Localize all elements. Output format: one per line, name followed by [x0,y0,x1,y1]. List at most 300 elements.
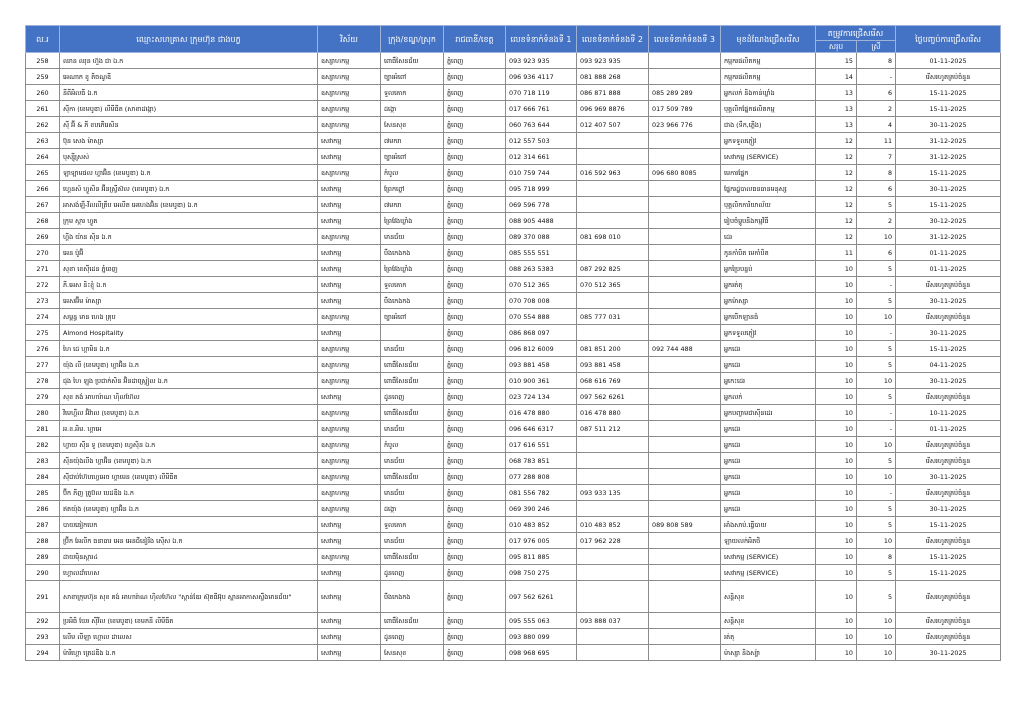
phone-3 [649,645,721,661]
company-name: អាសង់ឡឺ-វីលលីត្រឹប អេលីត អេហេងអ៊ិន (ខេមបូឌា) ឯ.ក [60,197,318,213]
header-phone-2: លេខទំនាក់ទំនងទី 2 [577,26,649,53]
table-row [26,149,1001,165]
position: ឡាយលក់អិតថិ [721,533,816,549]
row-number: 265 [26,165,60,181]
header-deadline: ថ្ងៃបញ្ចប់ការជ្រើសរើស [896,26,1001,53]
deadline: 15-11-2025 [896,549,1001,565]
total-count: 13 [816,85,857,101]
sector: ឧស្សាហកម្ម [318,373,381,389]
phone-1: 093 881 458 [506,357,577,373]
table-row [26,549,1001,565]
sector: សេវាកម្ម [318,245,381,261]
deadline: 30-11-2025 [896,325,1001,341]
position: បុគ្គលិកផ្នែកផលិតកម្ម [721,101,816,117]
province: ភ្នំពេញ [444,325,506,341]
total-count: 10 [816,261,857,277]
phone-2: 086 871 888 [577,85,649,101]
phone-2: 093 888 037 [577,613,649,629]
female-count: 5 [857,501,896,517]
district: កំបូល [381,165,444,181]
total-count: 10 [816,533,857,549]
row-number: 271 [26,261,60,277]
row-number: 258 [26,53,60,69]
total-count: 12 [816,133,857,149]
phone-1: 077 288 808 [506,469,577,485]
phone-1: 095 555 063 [506,613,577,629]
deadline: 15-11-2025 [896,85,1001,101]
table-row [26,613,1001,629]
row-number: 286 [26,501,60,517]
district: ដង្កោ [381,501,444,517]
phone-2: 087 292 825 [577,261,649,277]
district [381,325,444,341]
female-count: 5 [857,197,896,213]
table-row [26,341,1001,357]
phone-2: 016 592 963 [577,165,649,181]
phone-1: 093 923 935 [506,53,577,69]
position: អ្នកលក់ និងកាន់ឃ្លាំង [721,85,816,101]
phone-3: 023 966 776 [649,117,721,133]
phone-1: 095 718 999 [506,181,577,197]
sector: ឧស្សាហកម្ម [318,53,381,69]
total-count: 10 [816,517,857,533]
total-count: 12 [816,213,857,229]
district: មានជ័យ [381,485,444,501]
phone-1: 096 646 6317 [506,421,577,437]
deadline: 30-11-2025 [896,373,1001,389]
province: ភ្នំពេញ [444,517,506,533]
province: ភ្នំពេញ [444,133,506,149]
province: ភ្នំពេញ [444,277,506,293]
company-name: អេណាក ខូ តិចណូឌី [60,69,318,85]
deadline: 31-12-2025 [896,229,1001,245]
province: ភ្នំពេញ [444,565,506,581]
table-row [26,325,1001,341]
phone-3 [649,261,721,277]
row-number: 287 [26,517,60,533]
row-number: 281 [26,421,60,437]
company-name: ដាយម៉ិនស្តារ៤ [60,549,318,565]
phone-2: 081 698 010 [577,229,649,245]
total-count: 10 [816,469,857,485]
phone-3 [649,549,721,565]
sector: ឧស្សាហកម្ម [318,309,381,325]
header-no: ល.រ [26,26,60,53]
district: ពោធិ៍សែនជ័យ [381,357,444,373]
female-count: 2 [857,101,896,117]
phone-1: 070 554 888 [506,309,577,325]
company-name: លើម លីឡា ហ្គោល ដាលេស [60,629,318,645]
row-number: 275 [26,325,60,341]
table-row [26,165,1001,181]
deadline: រើសរហូតគ្រប់ចំនួន [896,437,1001,453]
deadline: 15-11-2025 [896,565,1001,581]
company-name: ហ្វាយ ស៊ីន ទូ (ខេមបូឌា) ហ្វេស៊ិន ឯ.ក [60,437,318,453]
position: រត់តុ [721,629,816,645]
province: ភ្នំពេញ [444,485,506,501]
position: អ្នករត់តុ [721,277,816,293]
phone-3 [649,613,721,629]
district: ពោធិ៍សែនជ័យ [381,613,444,629]
row-number: 293 [26,629,60,645]
phone-2: 017 962 228 [577,533,649,549]
deadline: 30-11-2025 [896,293,1001,309]
phone-3 [649,405,721,421]
district: ដង្កោ [381,101,444,117]
sector: សេវាកម្ម [318,197,381,213]
female-count: 10 [857,373,896,389]
company-name: ហ្គេនស៍ ហ្វូសិន អ៊ីនស្ទ្រីស៊ល (ខេមបូឌា) ឯ.ក [60,181,318,197]
recruitment-table [25,25,1001,661]
female-count: 10 [857,309,896,325]
row-number: 266 [26,181,60,197]
phone-1: 016 478 880 [506,405,577,421]
district: មានជ័យ [381,421,444,437]
phone-2 [577,645,649,661]
phone-1: 089 370 088 [506,229,577,245]
deadline: 15-11-2025 [896,341,1001,357]
female-count: - [857,485,896,501]
row-number: 269 [26,229,60,245]
district: ៧មករា [381,133,444,149]
total-count: 10 [816,437,857,453]
row-number: 270 [26,245,60,261]
phone-3 [649,149,721,165]
deadline: រើសរហូតគ្រប់ចំនួន [896,485,1001,501]
deadline: រើសរហូតគ្រប់ចំនួន [896,277,1001,293]
district: ពោធិ៍សែនជ័យ [381,405,444,421]
female-count: 10 [857,629,896,645]
row-number: 263 [26,133,60,149]
deadline: រើសរហូតគ្រប់ចំនួន [896,629,1001,645]
company-name: សាខាក្រុមហ៊ុន សុខ គង់ អាហារ៉ាណ ហ៊ិលហ៊ែល "ស្តាន់ឌែរ ស៊ុតធីអ៊ុប ស្ពានអាកាសស្ទឹងមានជ័យ" [60,581,318,613]
district: កំបូល [381,437,444,453]
phone-2: 093 933 135 [577,485,649,501]
phone-3: 089 808 589 [649,517,721,533]
table-row [26,629,1001,645]
total-count: 10 [816,645,857,661]
table-row [26,277,1001,293]
phone-3 [649,629,721,645]
district: ពោធិ៍សែនជ័យ [381,469,444,485]
sector: ឧស្សាហកម្ម [318,101,381,117]
deadline: 01-11-2025 [896,245,1001,261]
sector: ឧស្សាហកម្ម [318,405,381,421]
row-number: 289 [26,549,60,565]
province: ភ្នំពេញ [444,453,506,469]
row-number: 290 [26,565,60,581]
district: ៧មករា [381,197,444,213]
phone-2: 097 562 6261 [577,389,649,405]
phone-2: 012 407 507 [577,117,649,133]
position: សន្តិសុខ [721,613,816,629]
female-count: 11 [857,133,896,149]
header-phone-1: លេខទំនាក់ទំនងទី 1 [506,26,577,53]
table-body [26,53,1001,661]
total-count: 12 [816,165,857,181]
table-row [26,213,1001,229]
phone-2 [577,133,649,149]
province: ភ្នំពេញ [444,117,506,133]
district: ព្រៃវែងឃ្លាំង [381,213,444,229]
position: សេវាកម្ម (SERVICE) [721,565,816,581]
deadline: 15-11-2025 [896,101,1001,117]
phone-3 [649,181,721,197]
table-row [26,565,1001,581]
total-count: 12 [816,181,857,197]
deadline: 30-12-2025 [896,213,1001,229]
phone-3: 085 289 289 [649,85,721,101]
position: អ្នកដេរ [721,437,816,453]
deadline: 31-12-2025 [896,149,1001,165]
female-count: 8 [857,53,896,69]
position: អ្នកប្រៃបន្ទប់ [721,261,816,277]
phone-1: 010 759 744 [506,165,577,181]
table-row [26,293,1001,309]
row-number: 273 [26,293,60,309]
phone-2 [577,437,649,453]
total-count: 10 [816,405,857,421]
phone-2: 081 888 268 [577,69,649,85]
district: ដូនពេញ [381,629,444,645]
female-count: - [857,69,896,85]
phone-3 [649,245,721,261]
row-number: 259 [26,69,60,85]
district: មានជ័យ [381,453,444,469]
header-female: ស្រី [857,41,896,53]
table-header [26,26,1001,53]
female-count: 5 [857,341,896,357]
table-row [26,117,1001,133]
female-count: 5 [857,581,896,613]
company-name: ភី.អេស និះខ្ញុំ ឯ.ក [60,277,318,293]
position: មេការផ្នែក [721,165,816,181]
phone-3 [649,485,721,501]
sector: ឧស្សាហកម្ម [318,117,381,133]
company-name: អ.ខ.អិម. ហ្គាអេ [60,421,318,437]
total-count: 10 [816,453,857,469]
phone-3 [649,133,721,149]
district: ទួលគោក [381,517,444,533]
company-name: ហៃ ដេ ហ្គាមិន ឯ.ក [60,341,318,357]
deadline: រើសរហូតគ្រប់ចំនួន [896,309,1001,325]
table-row [26,245,1001,261]
female-count: 5 [857,293,896,309]
district: ទួលគោក [381,85,444,101]
phone-2: 070 512 365 [577,277,649,293]
sector: ឧស្សាហកម្ម [318,165,381,181]
position: អ្នកដេរ [721,501,816,517]
position: កម្មករផលិតកម្ម [721,53,816,69]
province: ភ្នំពេញ [444,405,506,421]
phone-1: 093 880 099 [506,629,577,645]
sector: សេវាកម្ម [318,261,381,277]
position: បុគ្គលិកការិយាល័យ [721,197,816,213]
province: ភ្នំពេញ [444,421,506,437]
header-district: ក្រុង/ខណ្ឌ/ស្រុក [381,26,444,53]
row-number: 272 [26,277,60,293]
position: កូនកាំបិត មេកាំបិត [721,245,816,261]
table-row [26,261,1001,277]
phone-2: 093 881 458 [577,357,649,373]
total-count: 12 [816,149,857,165]
company-name: ប៊ុន សេង ម៉ាស្សា [60,133,318,149]
sector: សេវាកម្ម [318,389,381,405]
province: ភ្នំពេញ [444,197,506,213]
deadline: 30-11-2025 [896,469,1001,485]
phone-1: 012 557 503 [506,133,577,149]
province: ភ្នំពេញ [444,293,506,309]
phone-1: 069 390 246 [506,501,577,517]
total-count: 10 [816,357,857,373]
table-row [26,469,1001,485]
row-number: 264 [26,149,60,165]
company-name: ម៉ារីហ្គោ ត្រេដឌីង ឯ.ក [60,645,318,661]
total-count: 10 [816,373,857,389]
district: ពោធិ៍សែនជ័យ [381,549,444,565]
sector: ឧស្សាហកម្ម [318,69,381,85]
position: អ្នកដេរ [721,357,816,373]
female-count: 5 [857,389,896,405]
district: សែនសុខ [381,117,444,133]
table-row [26,197,1001,213]
total-count: 12 [816,197,857,213]
phone-3 [649,357,721,373]
position: អ្នកម៉ាស្សា [721,293,816,309]
company-name: ស៊ី អ៊ី & ភី ខបភើរេសិន [60,117,318,133]
phone-1: 017 666 761 [506,101,577,117]
female-count: 6 [857,181,896,197]
deadline: 10-11-2025 [896,405,1001,421]
row-number: 282 [26,437,60,453]
row-number: 260 [26,85,60,101]
district: ព្រែកព្នៅ [381,181,444,197]
province: ភ្នំពេញ [444,69,506,85]
company-name: អេសអ៊ីម ម៉ាស្សា [60,293,318,309]
header-company: ឈ្មោះសហគ្រាស ក្រុមហ៊ុន ជាងបក្ខ [60,26,318,53]
company-name: ឡាឡាមផល ហ្គាអ៊ិន (ខេមបូឌា) ឯ.ក [60,165,318,181]
sector: សេវាកម្ម [318,325,381,341]
district: សែនសុខ [381,645,444,661]
phone-1: 010 900 361 [506,373,577,389]
table-row [26,229,1001,245]
table-row [26,373,1001,389]
row-number: 294 [26,645,60,661]
phone-1: 012 314 661 [506,149,577,165]
deadline: 01-11-2025 [896,421,1001,437]
deadline: 30-11-2025 [896,181,1001,197]
district: ច្បារអំពៅ [381,149,444,165]
female-count: 10 [857,437,896,453]
table-row [26,357,1001,373]
position: អ្នកដេរ [721,453,816,469]
position: អ្នកេះដេរ [721,373,816,389]
position: សេវាកម្ម (SERVICE) [721,149,816,165]
total-count: 15 [816,53,857,69]
sector: សេវាកម្ម [318,517,381,533]
phone-2: 068 616 769 [577,373,649,389]
phone-3 [649,53,721,69]
total-count: 12 [816,229,857,245]
phone-2 [577,245,649,261]
row-number: 261 [26,101,60,117]
deadline: 04-11-2025 [896,357,1001,373]
total-count: 10 [816,293,857,309]
district: ទួលគោក [381,277,444,293]
phone-1: 088 905 4488 [506,213,577,229]
phone-1: 097 562 6261 [506,581,577,613]
deadline: 15-11-2025 [896,517,1001,533]
table-row [26,53,1001,69]
table-row [26,69,1001,85]
province: ភ្នំពេញ [444,229,506,245]
province: ភ្នំពេញ [444,85,506,101]
district: ដូនពេញ [381,565,444,581]
company-name: សុខ គង់ អាហារ៉ាណ ហ៊ិលហ៊ែល [60,389,318,405]
position: រៀបចំម្ហូបនិងកម្មវិធី [721,213,816,229]
phone-2 [577,213,649,229]
female-count: 8 [857,549,896,565]
phone-3 [649,69,721,85]
province: ភ្នំពេញ [444,437,506,453]
province: ភ្នំពេញ [444,165,506,181]
total-count: 10 [816,309,857,325]
phone-3 [649,565,721,581]
row-number: 262 [26,117,60,133]
position: កម្មករផលិតកម្ម [721,69,816,85]
phone-3: 096 680 8085 [649,165,721,181]
female-count: - [857,421,896,437]
phone-3 [649,501,721,517]
phone-1: 098 750 275 [506,565,577,581]
sector: ឧស្សាហកម្ម [318,437,381,453]
company-name: ហ្គីង យ៉ាន ស៊ិន ឯ.ក [60,229,318,245]
total-count: 10 [816,581,857,613]
female-count: 2 [857,213,896,229]
sector: សេវាកម្ម [318,565,381,581]
female-count: 5 [857,357,896,373]
phone-2 [577,469,649,485]
district: មានជ័យ [381,341,444,357]
phone-3 [649,389,721,405]
position: សេវាកម្ម (SERVICE) [721,549,816,565]
company-name: សម្ពន្ធ មាន ហេង គ្រុប [60,309,318,325]
total-count: 14 [816,69,857,85]
phone-2 [577,549,649,565]
deadline: រើសរហូតគ្រប់ចំនួន [896,69,1001,85]
phone-1: 070 512 365 [506,277,577,293]
phone-1: 095 811 885 [506,549,577,565]
company-name: ស៊ីកា (ខេមបូឌា) លីមីធីត (សាខាដង្កោ) [60,101,318,117]
phone-2 [577,293,649,309]
phone-1: 070 718 119 [506,85,577,101]
phone-2 [577,501,649,517]
sector: សេវាកម្ម [318,581,381,613]
sector: ឧស្សាហកម្ម [318,421,381,437]
total-count: 13 [816,101,857,117]
female-count: 4 [857,117,896,133]
phone-2: 085 777 031 [577,309,649,325]
phone-2 [577,325,649,341]
phone-3 [649,421,721,437]
phone-1: 098 968 695 [506,645,577,661]
phone-2: 087 511 212 [577,421,649,437]
total-count: 10 [816,485,857,501]
deadline: រើសរហូតគ្រប់ចំនួន [896,581,1001,613]
total-count: 10 [816,501,857,517]
total-count: 10 [816,325,857,341]
phone-2 [577,149,649,165]
